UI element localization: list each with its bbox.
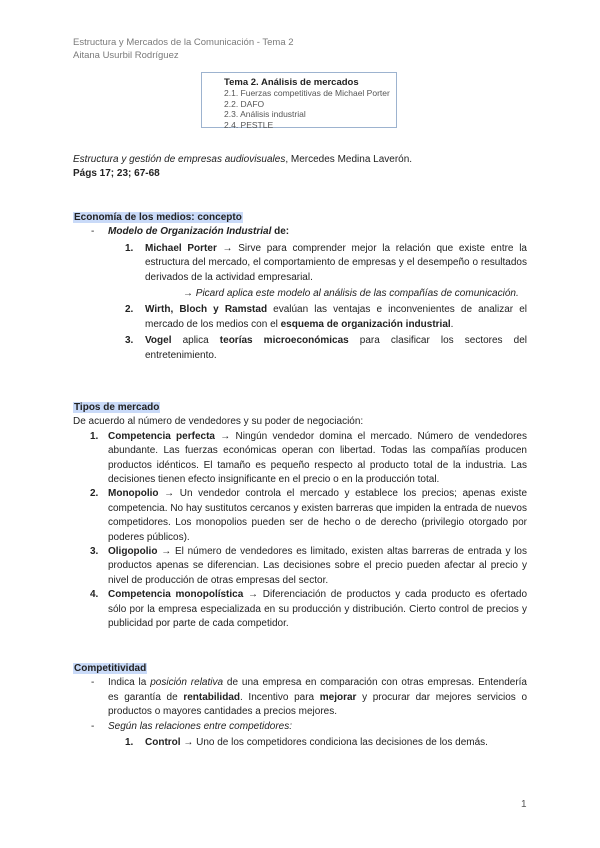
list-item bbox=[73, 545, 527, 588]
item-term: Vogel bbox=[145, 335, 172, 347]
page-references: Págs 17; 23; 67-68 bbox=[73, 168, 160, 179]
bullet-text-italic: posición relativa bbox=[150, 677, 224, 689]
item-number: 1. bbox=[90, 430, 99, 442]
section-economia bbox=[73, 211, 527, 363]
item-text: → Un vendedor controla el mercado y establece los precios; apenas existe competencia. No hay sustitutos cercanos y existen barreras que impiden la entrada de nuevos competidores. Los monopolios pueden ser de hecho o de derecho (privilegio otorgado por poderes públicos). bbox=[108, 488, 527, 543]
item-term: teorías microeconómicas bbox=[219, 335, 349, 347]
item-number: 4. bbox=[90, 589, 99, 601]
page-number: 1 bbox=[521, 799, 527, 810]
item-text: para clasificar los sectores del entretenimiento. bbox=[145, 335, 527, 361]
list-item bbox=[73, 487, 527, 545]
item-text: → Diferenciación de productos y cada producto es ofertado sólo por la empresa especializada en su producción y distribución. Cierto control de precios y publicidad por parte de cada competidor. bbox=[108, 589, 527, 630]
item-number: 3. bbox=[125, 335, 134, 347]
bullet-text: . Incentivo para bbox=[240, 691, 320, 703]
table-of-contents bbox=[201, 72, 397, 128]
book-author: , Mercedes Medina Laverón. bbox=[285, 154, 413, 165]
bullet-text: y procurar dar mejores servicios o productos o mayores cantidades a precios mejores. bbox=[108, 691, 528, 718]
item-number: 1. bbox=[125, 737, 134, 749]
toc-item[interactable]: 2.1. Fuerzas competitivas de Michael Porter bbox=[224, 88, 390, 98]
item-number: 3. bbox=[90, 546, 99, 558]
bullet-marker: - bbox=[91, 226, 95, 238]
list-item bbox=[73, 430, 527, 488]
bullet-marker: - bbox=[91, 720, 95, 732]
toc-item[interactable]: 2.4. PESTLE bbox=[224, 119, 274, 130]
list-item bbox=[73, 736, 527, 750]
sub-note-text: → Picard aplica este modelo al análisis de las compañías de comunicación. bbox=[183, 288, 519, 300]
sub-note bbox=[73, 287, 527, 301]
list-item bbox=[73, 588, 527, 631]
list-item bbox=[73, 225, 527, 239]
section-heading: Economía de los medios: concepto bbox=[74, 212, 242, 223]
document-header bbox=[73, 36, 294, 62]
bullet-text: de una empresa en comparación con otras empresas. Entendería es garantía de bbox=[108, 677, 527, 703]
item-text: → El número de vendedores es limitado, existen altas barreras de entrada y los productos apenas se diferencian. Las decisiones sobre el precio pueden afectar al precio y nivel de producción de otras empresas del sector. bbox=[108, 546, 527, 586]
list-item bbox=[73, 334, 527, 363]
item-text: → Uno de los competidores condiciona las decisiones de los demás. bbox=[180, 737, 488, 749]
list-item bbox=[73, 242, 527, 285]
bullet-text-italic: Según las relaciones entre competidores: bbox=[108, 720, 292, 732]
item-text: aplica bbox=[171, 335, 220, 347]
item-term: esquema de organización industrial bbox=[280, 318, 451, 330]
header-course: Estructura y Mercados de la Comunicación - Tema 2 bbox=[73, 37, 294, 48]
section-competitividad bbox=[73, 662, 527, 750]
bullet-text-bold: rentabilidad bbox=[183, 691, 240, 703]
item-term: Michael Porter bbox=[145, 242, 217, 254]
list-item bbox=[73, 676, 527, 719]
item-term: Monopolio bbox=[108, 488, 159, 500]
bibliographic-reference bbox=[73, 153, 412, 181]
item-text: . bbox=[450, 318, 454, 330]
bullet-text-italic: Modelo de Organización Industrial bbox=[108, 226, 272, 238]
book-title: Estructura y gestión de empresas audiovisuales bbox=[73, 154, 286, 165]
item-text: → Ningún vendedor domina el mercado. Número de vendedores abundante. Las fuerzas económicas operan con libertad. Todas las compañías producen productos idénticos. El tamaño es pequeño respecto al producto total de la industria. Las decisiones tienen efecto insignificante en el precio o en la producción total. bbox=[108, 430, 527, 486]
item-term: Oligopolio bbox=[108, 546, 158, 558]
item-term: Wirth, Bloch y Ramstad bbox=[145, 304, 268, 316]
toc-item[interactable]: 2.3. Análisis industrial bbox=[224, 109, 306, 119]
section-intro: De acuerdo al número de vendedores y su poder de negociación: bbox=[73, 416, 364, 428]
header-author: Aitana Usurbil Rodríguez bbox=[73, 50, 179, 61]
bullet-text-suffix: de: bbox=[271, 226, 290, 238]
item-text: evalúan las ventajas e inconvenientes de analizar el mercado de los medios con el bbox=[145, 304, 527, 330]
item-number: 1. bbox=[125, 242, 134, 254]
list-item bbox=[73, 303, 527, 332]
bullet-text-bold: mejorar bbox=[319, 691, 357, 703]
toc-title: Tema 2. Análisis de mercados bbox=[224, 77, 359, 88]
item-number: 2. bbox=[125, 304, 134, 316]
item-term: Competencia perfecta bbox=[108, 430, 215, 442]
section-heading: Tipos de mercado bbox=[74, 402, 160, 413]
bullet-marker: - bbox=[91, 677, 95, 689]
item-text: → Sirve para comprender mejor la relación que existe entre la estructura del mercado, el comportamiento de empresas y el desempeño o resultados derivados de la actividad empresarial. bbox=[145, 242, 527, 283]
list-item bbox=[73, 720, 527, 734]
section-heading: Competitividad bbox=[74, 663, 147, 674]
item-term: Control bbox=[145, 737, 181, 749]
section-tipos-de-mercado bbox=[73, 401, 527, 632]
bullet-text: Indica la bbox=[108, 677, 151, 689]
item-term: Competencia monopolística bbox=[108, 589, 244, 601]
item-number: 2. bbox=[90, 488, 99, 500]
toc-item[interactable]: 2.2. DAFO bbox=[224, 98, 265, 109]
